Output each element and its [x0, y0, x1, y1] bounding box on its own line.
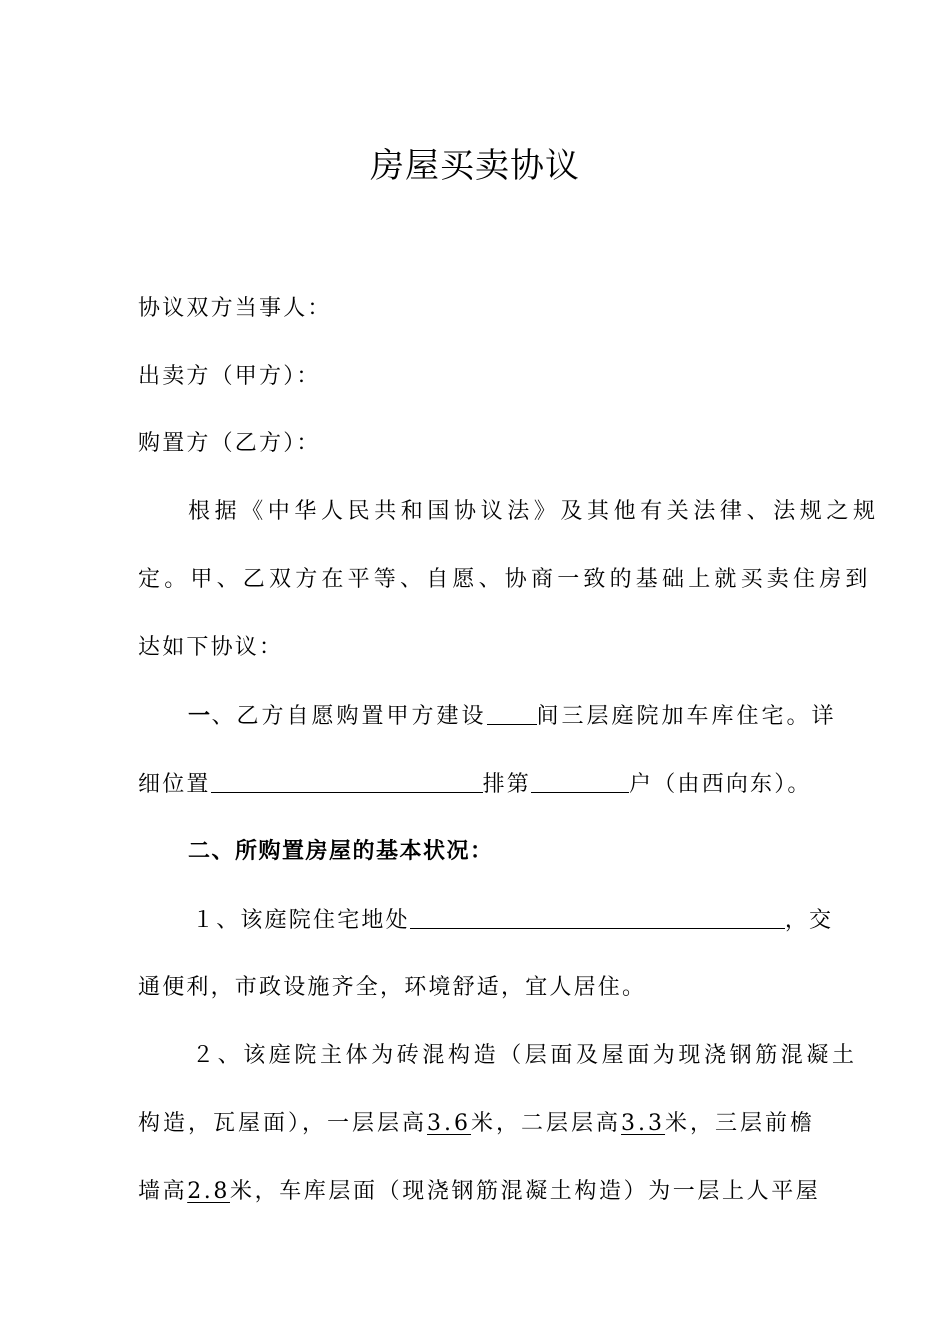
clause-1-text-d: 排第 [482, 772, 532, 797]
item-2-line-1: ２、该庭院主体为砖混构造（层面及屋面为现浇钢筋混凝土 [192, 1043, 858, 1068]
preamble-line-1: 根据《中华人民共和国协议法》及其他有关法律、法规之规 [188, 499, 880, 524]
floor-3-wall-height: 2.8 [187, 1179, 230, 1204]
preamble-line-3: 达如下协议： [138, 635, 284, 660]
buyer-line: 购置方（乙方）： [138, 431, 321, 456]
seller-line: 出卖方（甲方）： [138, 364, 321, 389]
item-1-line-1 [192, 904, 842, 937]
preamble-line-2: 定。甲、乙双方在平等、自愿、协商一致的基础上就买卖住房到 [138, 567, 872, 592]
item-1-line-2: 通便利，市政设施齐全，环境舒适，宜人居住。 [138, 975, 647, 1000]
clause-2-heading: 二、所购置房屋的基本状况： [188, 839, 494, 864]
item-2-text-e: 米，车库层面（现浇钢筋混凝土构造）为一层上人平屋 [230, 1179, 821, 1204]
item-2-text-d: 墙高 [138, 1179, 188, 1204]
item-2-text-c: 米，三层前檐 [665, 1111, 816, 1136]
clause-1-text-c: 细位置 [138, 772, 211, 797]
unit-number-blank [531, 768, 629, 793]
item-2-text-a: 构造，瓦屋面），一层层高 [138, 1111, 428, 1136]
item-1-text-a: １、该庭院住宅地处 [192, 908, 410, 933]
document-title: 房屋买卖协议 [370, 146, 580, 186]
item-2-line-2 [138, 1108, 838, 1140]
clause-1-line-1 [188, 700, 838, 733]
clause-1-text-a: 、乙方自愿购置甲方建设 [211, 704, 487, 729]
room-count-blank [487, 700, 537, 725]
clause-1-text-b: 间三层庭院加车库住宅。详 [536, 704, 837, 729]
item-2-text-b: 米，二层层高 [471, 1111, 622, 1136]
location-blank [211, 768, 483, 793]
parties-header: 协议双方当事人： [138, 296, 332, 321]
clause-1-number: 一 [188, 704, 212, 729]
floor-1-height: 3.6 [427, 1111, 472, 1136]
clause-1-line-2 [138, 768, 838, 801]
address-blank [410, 904, 785, 929]
clause-1-text-e: 户（由西向东）。 [629, 772, 812, 797]
item-2-line-3 [138, 1176, 838, 1208]
floor-2-height: 3.3 [621, 1111, 666, 1136]
item-1-text-b: ，交 [784, 908, 834, 933]
